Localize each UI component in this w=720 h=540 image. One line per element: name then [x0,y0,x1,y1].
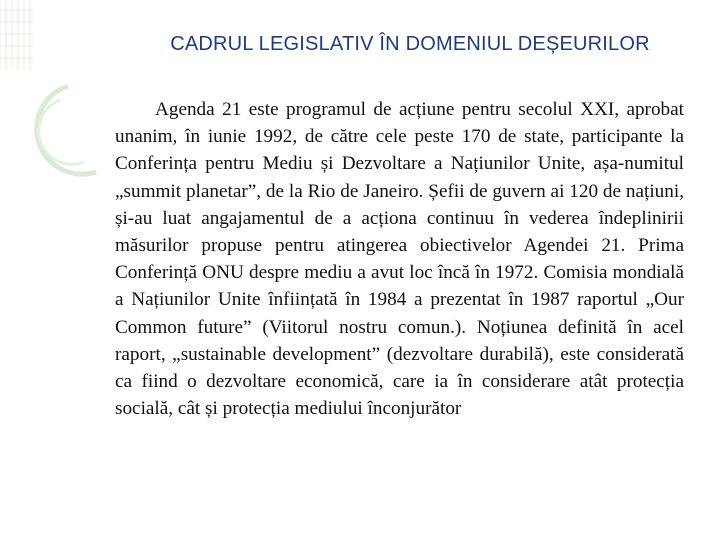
decorative-arc-outer [37,86,96,174]
decorative-rings-graphic [0,0,110,200]
decorative-grid-lines [0,0,34,70]
slide-title: CADRUL LEGISLATIV ÎN DOMENIUL DEȘEURILOR [170,33,650,55]
slide-body-paragraph: Agenda 21 este programul de acțiune pentru secolul XXI, aprobat unanim, în iunie 1992, de către cele peste 170 de state, participante la Conferința pentru Mediu și Dezvoltare a Națiunilor Unite, așa-numitul „summit planetar”, de la Rio de Janeiro. Șefii de guvern ai 120 de națiuni, și-au luat angajamentul de a acționa continuu în vederea îndeplinirii măsurilor propuse pentru atingerea obiectivelor Agendei 21. Prima Conferință ONU despre mediu a avut loc încă în 1972. Comisia mondială a Națiunilor Unite înființată în 1984 a prezentat în 1987 raportul „Our Common future” (Viitorul nostru comun.). Noțiunea definită în acel raport, „sustainable development” (dezvoltare durabilă), este considerată ca fiind o dezvoltare economică, care ia în considerare atât protecția socială, cât și protecția mediului înconjurător [115,99,684,420]
